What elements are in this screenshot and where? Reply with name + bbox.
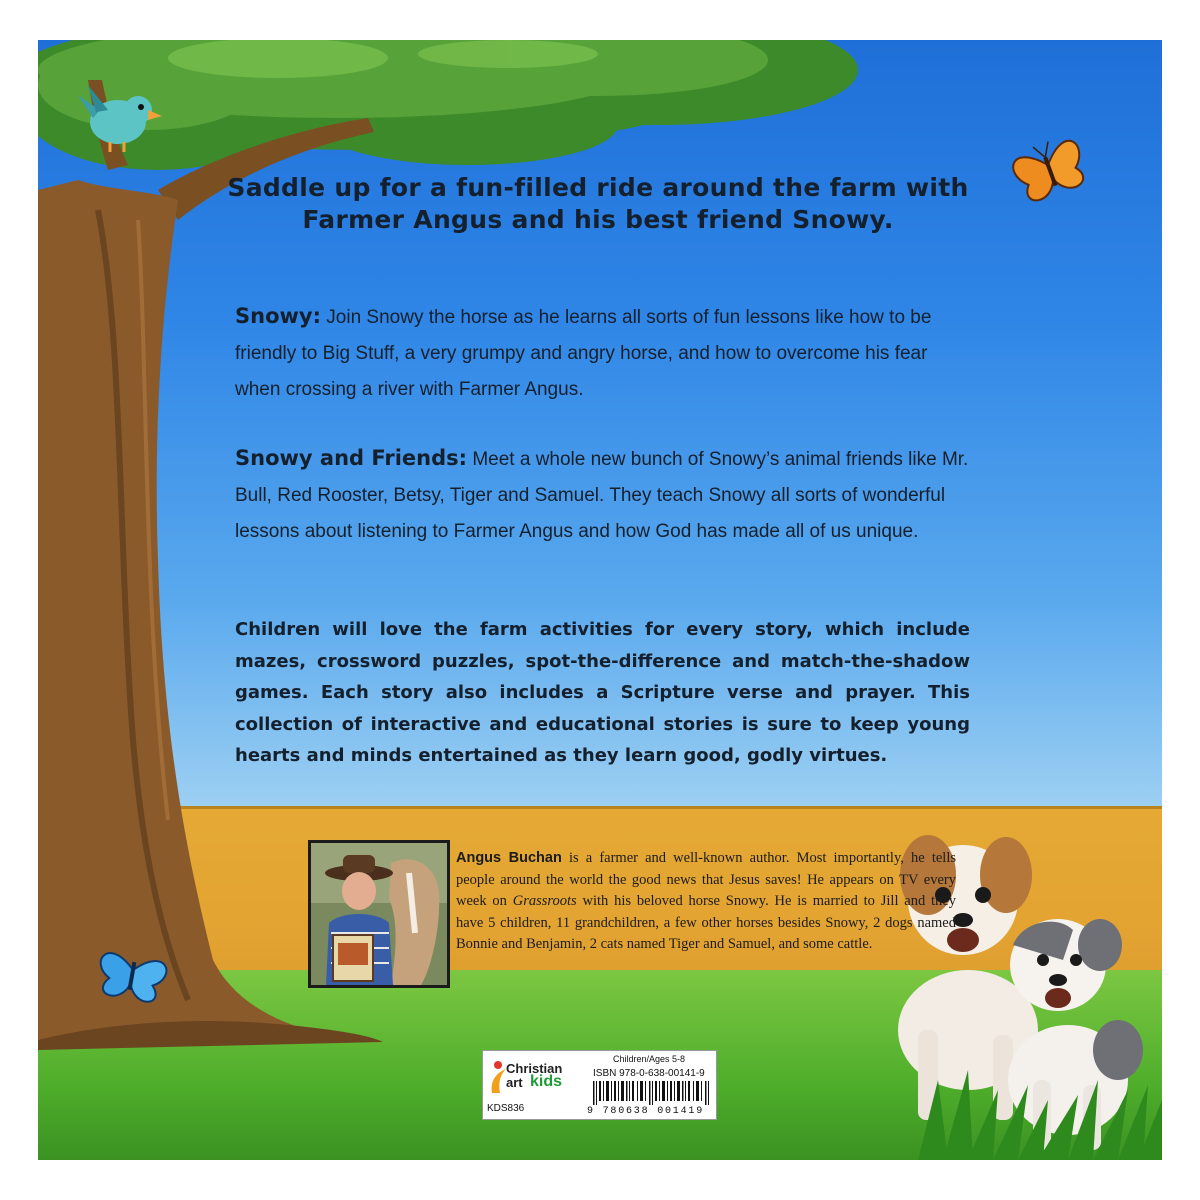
author-bio-part1: is a farmer and well-known author. Most importantly, he tells people around the world the good news that Jesus saves! He appears on TV every week on	[456, 850, 956, 909]
book-snowy-text: Join Snowy the horse as he learns all sorts of fun lessons like how to be friendly to Big Stuff, a very grumpy and angry horse, and how to overcome his fear when crossing a river with Farmer Angus.	[235, 307, 932, 400]
orange-butterfly-icon	[1008, 133, 1090, 205]
book-snowy-friends-text: Meet a whole new bunch of Snowy’s animal friends like Mr. Bull, Red Rooster, Betsy, Tiger and Samuel. They teach Snowy all sorts of wonderful lessons about listening to Farmer Angus and how God has made all of us unique.	[235, 449, 969, 542]
author-name: Angus Buchan	[456, 850, 562, 866]
barcode-digits: 9 780638 001419	[587, 1106, 705, 1117]
isbn: ISBN 978-0-638-00141-9	[593, 1068, 705, 1079]
book-snowy-description	[235, 298, 970, 408]
product-code: KDS836	[487, 1103, 525, 1114]
author-bio-part2: with his beloved horse Snowy. He is married to Jill and they have 5 children, 11 grandchildren, a few other horses besides Snowy, 2 dogs named Bonnie and Benjamin, 2 cats named Tiger and Samuel, and some cattle.	[456, 893, 956, 952]
book-snowy-friends-title: Snowy and Friends:	[235, 446, 468, 470]
author-show: Grassroots	[512, 893, 577, 909]
blue-butterfly-icon	[95, 952, 168, 1005]
publisher-logo-line3: kids	[530, 1073, 563, 1090]
publisher-logo-line2: art	[506, 1075, 523, 1090]
author-bio	[456, 848, 956, 956]
publisher-swoosh-icon	[488, 1059, 508, 1095]
age-range: Children/Ages 5-8	[613, 1054, 686, 1064]
tagline: Saddle up for a fun-filled ride around the farm with Farmer Angus and his best friend Snowy.	[227, 173, 969, 234]
barcode-label	[482, 1050, 717, 1120]
book-snowy-title: Snowy:	[235, 304, 321, 328]
publisher-logo	[486, 1057, 576, 1097]
barcode	[593, 1081, 711, 1105]
bird-icon	[78, 85, 162, 152]
publisher-logo-line1: Christian	[506, 1061, 563, 1076]
book-back-cover	[38, 40, 1162, 1160]
author-photo	[308, 840, 450, 988]
collection-summary: Children will love the farm activities for every story, which include mazes, crossword puzzles, spot-the-difference and match-the-shadow games. Each story also includes a Scripture verse and prayer. This collection of interactive and educational stories is sure to keep young hearts and minds entertained as they learn good, godly virtues.	[235, 619, 970, 766]
book-snowy-friends-description	[235, 440, 970, 550]
